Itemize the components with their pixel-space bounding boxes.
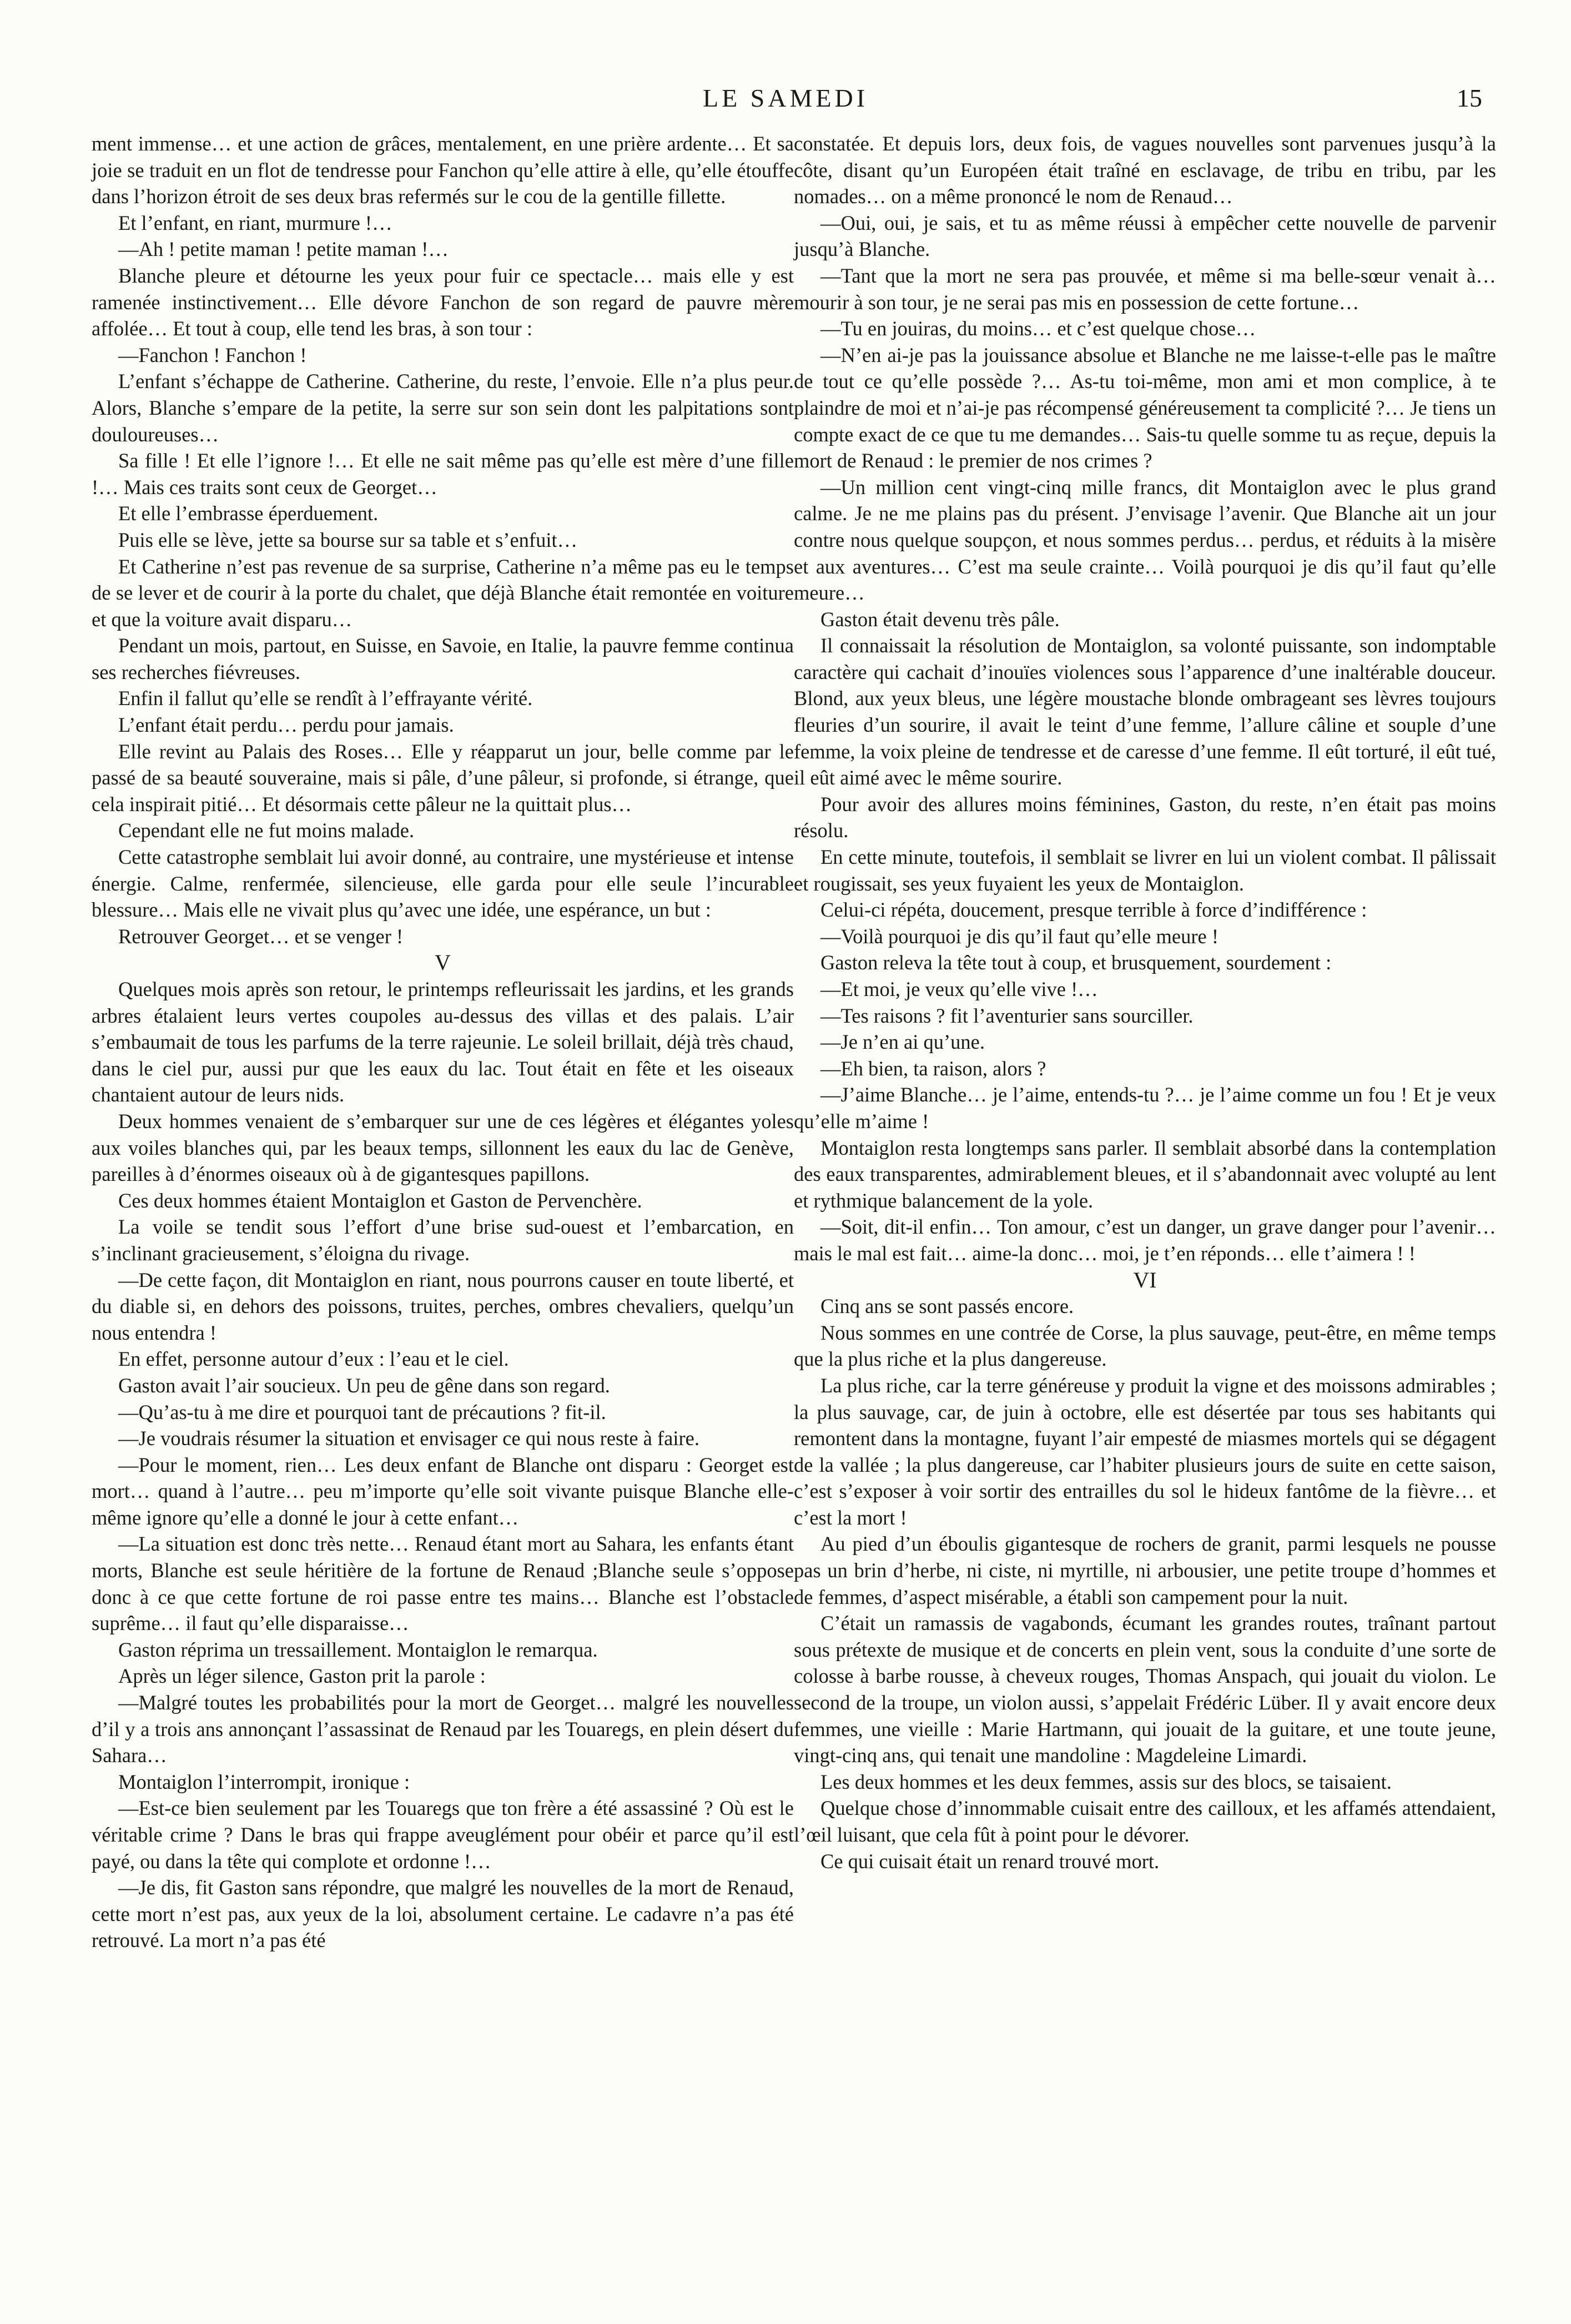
- paragraph: Cependant elle ne fut moins malade.: [118, 819, 415, 842]
- paragraph: Quelques mois après son retour, le printemps refleurissait les jardins, et les grands arbres étalaient leurs vertes coupoles au-dessus des villas et des palais. L’air s’embaumait de tous les parfums de la terre rajeunie. Le soleil brillait, déjà très chaud, dans le ciel pur, aussi pur que les eaux du lac. Tout était en fête et les oiseaux chantaient autour de leurs nids.: [92, 978, 794, 1106]
- paragraph: Celui-ci répéta, doucement, presque terrible à force d’indifférence :: [820, 898, 1367, 922]
- paragraph: —Eh bien, ta raison, alors ?: [820, 1057, 1046, 1080]
- paragraph: Les deux hommes et les deux femmes, assis sur des blocs, se taisaient.: [820, 1770, 1392, 1793]
- page-number: 15: [1457, 84, 1482, 112]
- paragraph: —Oui, oui, je sais, et tu as même réussi à empêcher cette nouvelle de parvenir jusqu’à Blanche.: [794, 211, 1496, 261]
- paragraph: Ce qui cuisait était un renard trouvé mort.: [820, 1849, 1160, 1873]
- paragraph: —De cette façon, dit Montaiglon en riant, nous pourrons causer en toute liberté, et du diable si, en dehors des poissons, truites, perches, ombres chevaliers, quelqu’un nous entendra !: [92, 1268, 794, 1344]
- paragraph: —Soit, dit-il enfin… Ton amour, c’est un danger, un grave danger pour l’avenir… mais le mal est fait… aime-la donc… moi, je t’en réponds… elle t’aimera ! !: [794, 1215, 1496, 1265]
- paragraph: ment immense… et une action de grâces, mentalement, en une prière ardente… Et sa joie se traduit en un flot de tendresse pour Fanchon qu’elle attire à elle, qu’elle étouffe dans l’horizon étroit de ses deux bras refermés sur le cou de la gentille fillette.: [92, 132, 794, 208]
- paragraph: Blanche pleure et détourne les yeux pour fuir ce spectacle… mais elle y est ramenée instinctivement… Elle dévore Fanchon de son regard de pauvre mère affolée… Et tout à coup, elle tend les bras, à son tour :: [92, 264, 794, 340]
- paragraph: Pour avoir des allures moins féminines, Gaston, du reste, n’en était pas moins résolu.: [794, 792, 1496, 842]
- paragraph: Gaston réprima un tressaillement. Montaiglon le remarqua.: [118, 1638, 598, 1661]
- paragraph: —Tes raisons ? fit l’aventurier sans sourciller.: [820, 1004, 1194, 1027]
- paragraph: Cette catastrophe semblait lui avoir donné, au contraire, une mystérieuse et intense énergie. Calme, renfermée, silencieuse, elle garda pour elle seule l’incurable blessure… Mais elle ne vivait plus qu’avec une idée, une espérance, un but :: [92, 846, 794, 922]
- paragraph: Après un léger silence, Gaston prit la parole :: [118, 1664, 486, 1688]
- section-heading-vi: VI: [1133, 1267, 1157, 1292]
- paragraph: En effet, personne autour d’eux : l’eau et le ciel.: [118, 1347, 509, 1371]
- paragraph: Au pied d’un éboulis gigantesque de rochers de granit, parmi lesquels ne pousse pas un brin d’herbe, ni ciste, ni myrtille, ni arbousier, une petite troupe d’hommes et de femmes, d’aspect misérable, a établi son campement pour la nuit.: [794, 1532, 1496, 1608]
- paragraph: —Un million cent vingt-cinq mille francs, dit Montaiglon avec le plus grand calme. Je ne me plains pas du présent. J’envisage l’avenir. Que Blanche ait un jour contre nous quelque soupçon, et nous sommes perdus… perdus, et réduits à la misère et aux aventures… C’est ma seule crainte… Voilà pourquoi je dis qu’il faut qu’elle meure…: [794, 475, 1496, 605]
- paragraph: Nous sommes en une contrée de Corse, la plus sauvage, peut-être, en même temps que la plus riche et la plus dangereuse.: [794, 1321, 1496, 1371]
- paragraph: —Et moi, je veux qu’elle vive !…: [820, 978, 1098, 1000]
- paragraph: Il connaissait la résolution de Montaiglon, sa volonté puissante, son indomptable caractère qui cachait d’inouïes violences sous l’apparence d’une inaltérable douceur. Blond, aux yeux bleus, une légère moustache blonde ombrageant ses lèvres toujours fleuries d’un sourire, il avait le teint d’une femme, l’allure câline et souple d’une femme, la voix pleine de tendresse et de caresse d’une femme. Il eût torturé, il eût tué, il eût aimé avec le même sourire.: [794, 634, 1496, 789]
- paragraph: constatée. Et depuis lors, deux fois, de vagues nouvelles sont parvenues jusqu’à la côte, disant qu’un Européen était traîné en esclavage, de tribu en tribu, par les nomades… on a même prononcé le nom de Renaud…: [794, 132, 1496, 208]
- paragraph: L’enfant était perdu… perdu pour jamais.: [118, 713, 454, 737]
- paragraph: Gaston était devenu très pâle.: [820, 607, 1060, 631]
- paragraph: Enfin il fallut qu’elle se rendît à l’effrayante vérité.: [118, 687, 533, 710]
- paragraph: —J’aime Blanche… je l’aime, entends-tu ?… je l’aime comme un fou ! Et je veux qu’elle m’aime !: [794, 1083, 1496, 1133]
- paragraph: La voile se tendit sous l’effort d’une brise sud-ouest et l’embarcation, en s’inclinant gracieusement, s’éloigna du rivage.: [92, 1215, 794, 1265]
- paragraph: —Pour le moment, rien… Les deux enfant de Blanche ont disparu : Georget est mort… quand à l’autre… peu m’importe qu’elle soit vivante puisque Blanche elle-même ignore qu’elle a donné le jour à cette enfant…: [92, 1453, 794, 1529]
- right-column: [794, 130, 1496, 1874]
- paragraph: —Je n’en ai qu’une.: [820, 1030, 985, 1054]
- paragraph: Montaiglon resta longtemps sans parler. Il semblait absorbé dans la contemplation des eaux transparentes, admirablement bleues, et il s’abandonnait avec volupté au lent et rythmique balancement de la yole.: [794, 1136, 1496, 1212]
- paragraph: Montaiglon l’interrompit, ironique :: [118, 1770, 410, 1793]
- paragraph: —Tu en jouiras, du moins… et c’est quelque chose…: [820, 317, 1256, 340]
- paragraph: La plus riche, car la terre généreuse y produit la vigne et des moissons admirables ; la plus sauvage, car, de juin à octobre, elle est désertée par tous ses habitants qui remontent dans la montagne, fuyant l’air empesté de miasmes mortels qui se dégagent de la vallée ; la plus dangereuse, car l’habiter plusieurs jours de suite en cette saison, c’est s’exposer à voir sortir des entrailles du sol le hideux fantôme de la fièvre… et c’est la mort !: [794, 1374, 1496, 1529]
- paragraph: —Je dis, fit Gaston sans répondre, que malgré les nouvelles de la mort de Renaud, cette mort n’est pas, aux yeux de la loi, absolument certaine. Le cadavre n’a pas été retrouvé. La mort n’a pas été: [92, 1876, 794, 1952]
- paragraph: Puis elle se lève, jette sa bourse sur sa table et s’enfuit…: [118, 528, 578, 551]
- paragraph: L’enfant s’échappe de Catherine. Catherine, du reste, l’envoie. Elle n’a plus peur. Alors, Blanche s’empare de la petite, la serre sur son sein dont les palpitations sont douloureuses…: [92, 370, 794, 446]
- paragraph: —Je voudrais résumer la situation et envisager ce qui nous reste à faire.: [118, 1427, 699, 1450]
- paragraph: Pendant un mois, partout, en Suisse, en Savoie, en Italie, la pauvre femme continua ses recherches fiévreuses.: [92, 634, 794, 683]
- paragraph: —Fanchon ! Fanchon !: [118, 343, 307, 366]
- paragraph: —Est-ce bien seulement par les Touaregs que ton frère a été assassiné ? Où est le véritable crime ? Dans le bras qui frappe aveuglément pour obéir et parce qu’il est payé, ou dans la tête qui complote et ordonne !…: [92, 1797, 794, 1873]
- paragraph: Sa fille ! Et elle l’ignore !… Et elle ne sait même pas qu’elle est mère d’une fille !… Mais ces traits sont ceux de Georget…: [92, 449, 794, 499]
- page-title: LE SAMEDI: [702, 84, 869, 112]
- paragraph: Et elle l’embrasse éperduement.: [118, 502, 379, 525]
- paragraph: Elle revint au Palais des Roses… Elle y réapparut un jour, belle comme par le passé de sa beauté souveraine, mais si pâle, d’une pâleur, si profonde, si étrange, que cela inspirait pitié… Et désormais cette pâleur ne la quittait plus…: [92, 740, 794, 816]
- paragraph: Gaston releva la tête tout à coup, et brusquement, sourdement :: [820, 951, 1332, 974]
- paragraph: —Voilà pourquoi je dis qu’il faut qu’elle meure !: [820, 924, 1218, 948]
- paragraph: —Tant que la mort ne sera pas prouvée, et même si ma belle-sœur venait à… mourir à son tour, je ne serai pas mis en possession de cette fortune…: [794, 264, 1496, 314]
- paragraph: —Ah ! petite maman ! petite maman !…: [118, 238, 449, 261]
- paragraph: Ces deux hommes étaient Montaiglon et Gaston de Pervenchère.: [118, 1189, 642, 1212]
- paragraph: En cette minute, toutefois, il semblait se livrer en lui un violent combat. Il pâlissait et rougissait, ses yeux fuyaient les yeux de Montaiglon.: [794, 846, 1496, 895]
- paragraph: Et l’enfant, en riant, murmure !…: [118, 211, 392, 234]
- paragraph: Quelque chose d’innommable cuisait entre des cailloux, et les affamés attendaient, l’œil luisant, que cela fût à point pour le dévorer.: [794, 1797, 1496, 1846]
- paragraph: —La situation est donc très nette… Renaud étant mort au Sahara, les enfants étant morts, Blanche est seule héritière de la fortune de Renaud ;Blanche seule s’oppose donc à ce que cette fortune de roi passe entre tes mains… Blanche est l’obstacle suprême… il faut qu’elle disparaisse…: [92, 1532, 794, 1635]
- paragraph: Retrouver Georget… et se venger !: [118, 924, 404, 948]
- paragraph: —Malgré toutes les probabilités pour la mort de Georget… malgré les nouvelles d’il y a trois ans annonçant l’assassinat de Renaud par les Touaregs, en plein désert du Sahara…: [92, 1691, 794, 1767]
- paragraph: Gaston avait l’air soucieux. Un peu de gêne dans son regard.: [118, 1374, 610, 1397]
- paragraph: —Qu’as-tu à me dire et pourquoi tant de précautions ? fit-il.: [118, 1400, 606, 1423]
- paragraph: Et Catherine n’est pas revenue de sa surprise, Catherine n’a même pas eu le temps de se lever et de courir à la porte du chalet, que déjà Blanche était remontée en voiture et que la voiture avait disparu…: [92, 555, 794, 631]
- paragraph: —N’en ai-je pas la jouissance absolue et Blanche ne me laisse-t-elle pas le maître de tout ce qu’elle possède ?… As-tu toi-même, mon ami et mon complice, à te plaindre de moi et n’ai-je pas récompensé généreusement ta complicité ?… Je tiens un compte exact de ce que tu me demandes… Sais-tu quelle somme tu as reçue, depuis la mort de Renaud : le premier de nos crimes ?: [794, 343, 1496, 472]
- paragraph: Deux hommes venaient de s’embarquer sur une de ces légères et élégantes yoles aux voiles blanches qui, par les beaux temps, sillonnent les eaux du lac de Genève, pareilles à d’énormes oiseaux où à de gigantesques papillons.: [92, 1109, 794, 1186]
- section-heading-v: V: [435, 950, 451, 975]
- left-column: [92, 130, 794, 1954]
- paragraph: C’était un ramassis de vagabonds, écumant les grandes routes, traînant partout sous prétexte de musique et de concerts en plein vent, sous la conduite d’une sorte de colosse à barbe rousse, à cheveux rouges, Thomas Anspach, qui jouait du violon. Le second de la troupe, un violon aussi, s’appelait Frédéric Lüber. Il y avait encore deux femmes, une vieille : Marie Hartmann, qui jouait de la guitare, et une toute jeune, vingt-cinq ans, qui tenait une mandoline : Magdeleine Limardi.: [794, 1612, 1496, 1767]
- paragraph: Cinq ans se sont passés encore.: [820, 1295, 1074, 1318]
